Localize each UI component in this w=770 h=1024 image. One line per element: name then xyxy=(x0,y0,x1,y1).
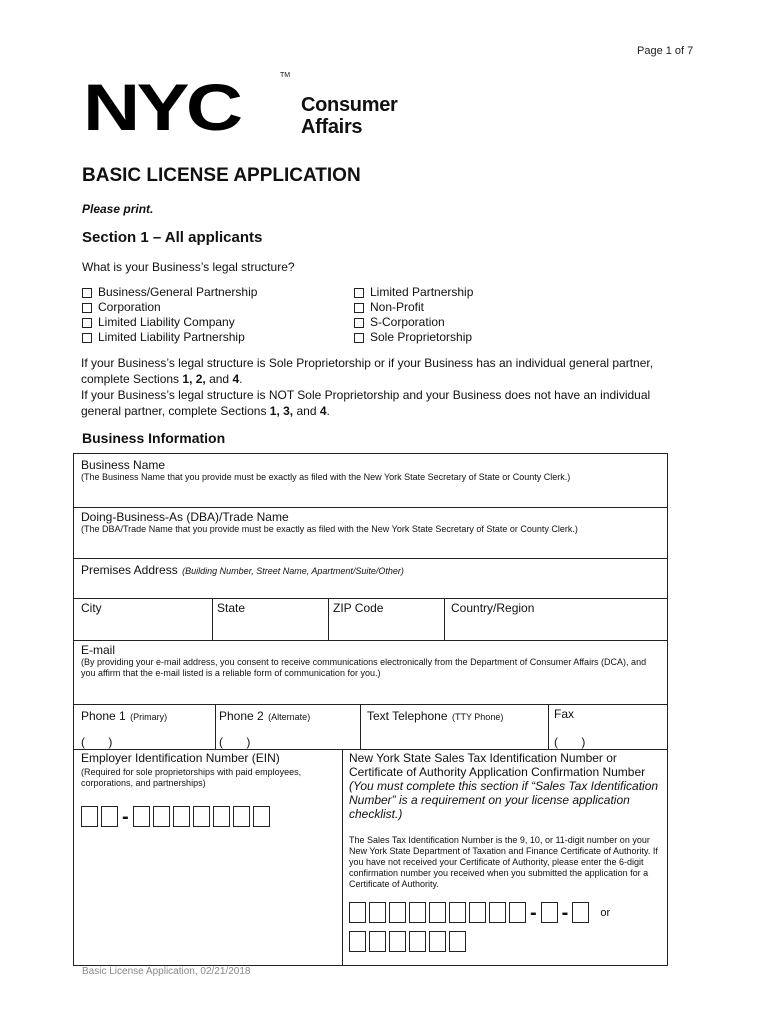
option-corporation[interactable]: Corporation xyxy=(82,300,257,315)
business-name-field[interactable] xyxy=(81,458,661,483)
country-region-field[interactable]: Country/Region xyxy=(451,601,535,615)
phone-2-field[interactable]: Phone 2 (Alternate) ( ) xyxy=(219,709,311,749)
instruction-sole-prop: If your Business’s legal structure is Sole Proprietorship or if your Business has an individual general partner, complete Sections 1, 2, and 4. xyxy=(81,356,654,386)
premises-address-note: (Building Number, Street Name, Apartment/Suite/Other) xyxy=(182,566,404,576)
business-information-heading: Business Information xyxy=(82,430,226,446)
logo-mark: NYC xyxy=(83,70,240,144)
option-llc[interactable]: Limited Liability Company xyxy=(82,315,257,330)
or-text: or xyxy=(600,906,611,919)
area-code: ( ) xyxy=(219,735,251,749)
option-non-profit[interactable]: Non-Profit xyxy=(354,300,473,315)
section-1-heading: Section 1 – All applicants xyxy=(82,229,263,246)
dba-label: Doing-Business-As (DBA)/Trade Name xyxy=(81,510,289,524)
checkbox[interactable] xyxy=(82,333,92,343)
sales-tax-label: New York State Sales Tax Identification Number or Certificate of Authority Application Confirmation Number xyxy=(349,751,646,779)
instruction-not-sole-prop: If your Business’s legal structure is NOT Sole Proprietorship and your Business does not have an individual general partner, complete Sections 1, 3, and 4. xyxy=(81,388,651,418)
footer-text: Basic License Application, 02/21/2018 xyxy=(82,966,251,977)
ein-section xyxy=(81,751,336,827)
checkbox[interactable] xyxy=(354,288,364,298)
legal-structure-question: What is your Business’s legal structure? xyxy=(82,260,295,274)
tty-phone-field[interactable]: Text Telephone (TTY Phone) xyxy=(367,709,504,723)
checkbox[interactable] xyxy=(354,318,364,328)
instruction-text: Please print. xyxy=(82,202,154,216)
dba-field[interactable] xyxy=(81,510,661,535)
checkbox[interactable] xyxy=(354,333,364,343)
state-field[interactable]: State xyxy=(217,601,246,615)
sales-tax-section xyxy=(349,751,665,952)
ein-label: Employer Identification Number (EIN) xyxy=(81,751,280,765)
sales-tax-number-boxes[interactable]: - - or xyxy=(349,902,665,923)
checkbox[interactable] xyxy=(82,288,92,298)
legal-structure-options-right xyxy=(354,285,473,345)
email-label: E-mail xyxy=(81,643,116,657)
checkbox[interactable] xyxy=(82,318,92,328)
confirmation-number-boxes[interactable] xyxy=(349,931,665,952)
sales-tax-note: The Sales Tax Identification Number is the 9, 10, or 11-digit number on your New York State Department of Taxation and Finance Certificate of Authority. If you have not received your Certificate of Authority, please enter the 6-digit confirmation number you received when you submitted the application for a Certificate of Authority. xyxy=(349,835,658,889)
phone-1-field[interactable]: Phone 1 (Primary) ( ) xyxy=(81,709,168,749)
document-title: BASIC LICENSE APPLICATION xyxy=(82,165,361,186)
email-field[interactable] xyxy=(81,643,661,679)
option-business-general-partnership[interactable]: Business/General Partnership xyxy=(82,285,257,300)
business-name-label: Business Name xyxy=(81,458,166,472)
ein-note: (Required for sole proprietorships with paid employees, corporations, and partnerships) xyxy=(81,767,302,788)
sales-tax-requirement: (You must complete this section if “Sales Tax Identification Number” is a requirement on your license application checklist.) xyxy=(349,779,659,821)
area-code: ( ) xyxy=(81,735,113,749)
checkbox[interactable] xyxy=(82,303,92,313)
option-sole-proprietorship[interactable]: Sole Proprietorship xyxy=(354,330,473,345)
logo-line-2: Affairs xyxy=(301,116,363,138)
email-note: (By providing your e-mail address, you consent to receive communications electronically from the Department of Consumer Affairs (DCA), and you affirm that the e-mail listed is a reliable form of communication for you.) xyxy=(81,657,647,678)
fax-field[interactable]: Fax ( ) xyxy=(554,707,586,749)
ein-input-boxes[interactable]: - xyxy=(81,806,336,827)
premises-address-field[interactable] xyxy=(81,561,661,579)
premises-address-label: Premises Address xyxy=(81,563,178,577)
legal-structure-options-left xyxy=(82,285,257,345)
city-field[interactable]: City xyxy=(81,601,102,615)
logo-line-1: Consumer xyxy=(301,94,398,116)
business-information-form xyxy=(73,453,668,966)
option-llp[interactable]: Limited Liability Partnership xyxy=(82,330,257,345)
business-name-note: (The Business Name that you provide must be exactly as filed with the New York State Secretary of State or County Clerk.) xyxy=(81,472,571,482)
option-s-corporation[interactable]: S-Corporation xyxy=(354,315,473,330)
nyc-consumer-affairs-logo xyxy=(83,72,423,146)
page-number: Page 1 of 7 xyxy=(637,45,694,57)
area-code: ( ) xyxy=(554,735,586,749)
checkbox[interactable] xyxy=(354,303,364,313)
dba-note: (The DBA/Trade Name that you provide must be exactly as filed with the New York State Secretary of State or County Clerk.) xyxy=(81,524,578,534)
instructions-paragraph xyxy=(81,355,691,419)
option-limited-partnership[interactable]: Limited Partnership xyxy=(354,285,473,300)
zip-code-field[interactable]: ZIP Code xyxy=(333,601,384,615)
logo-trademark: TM xyxy=(280,72,291,79)
